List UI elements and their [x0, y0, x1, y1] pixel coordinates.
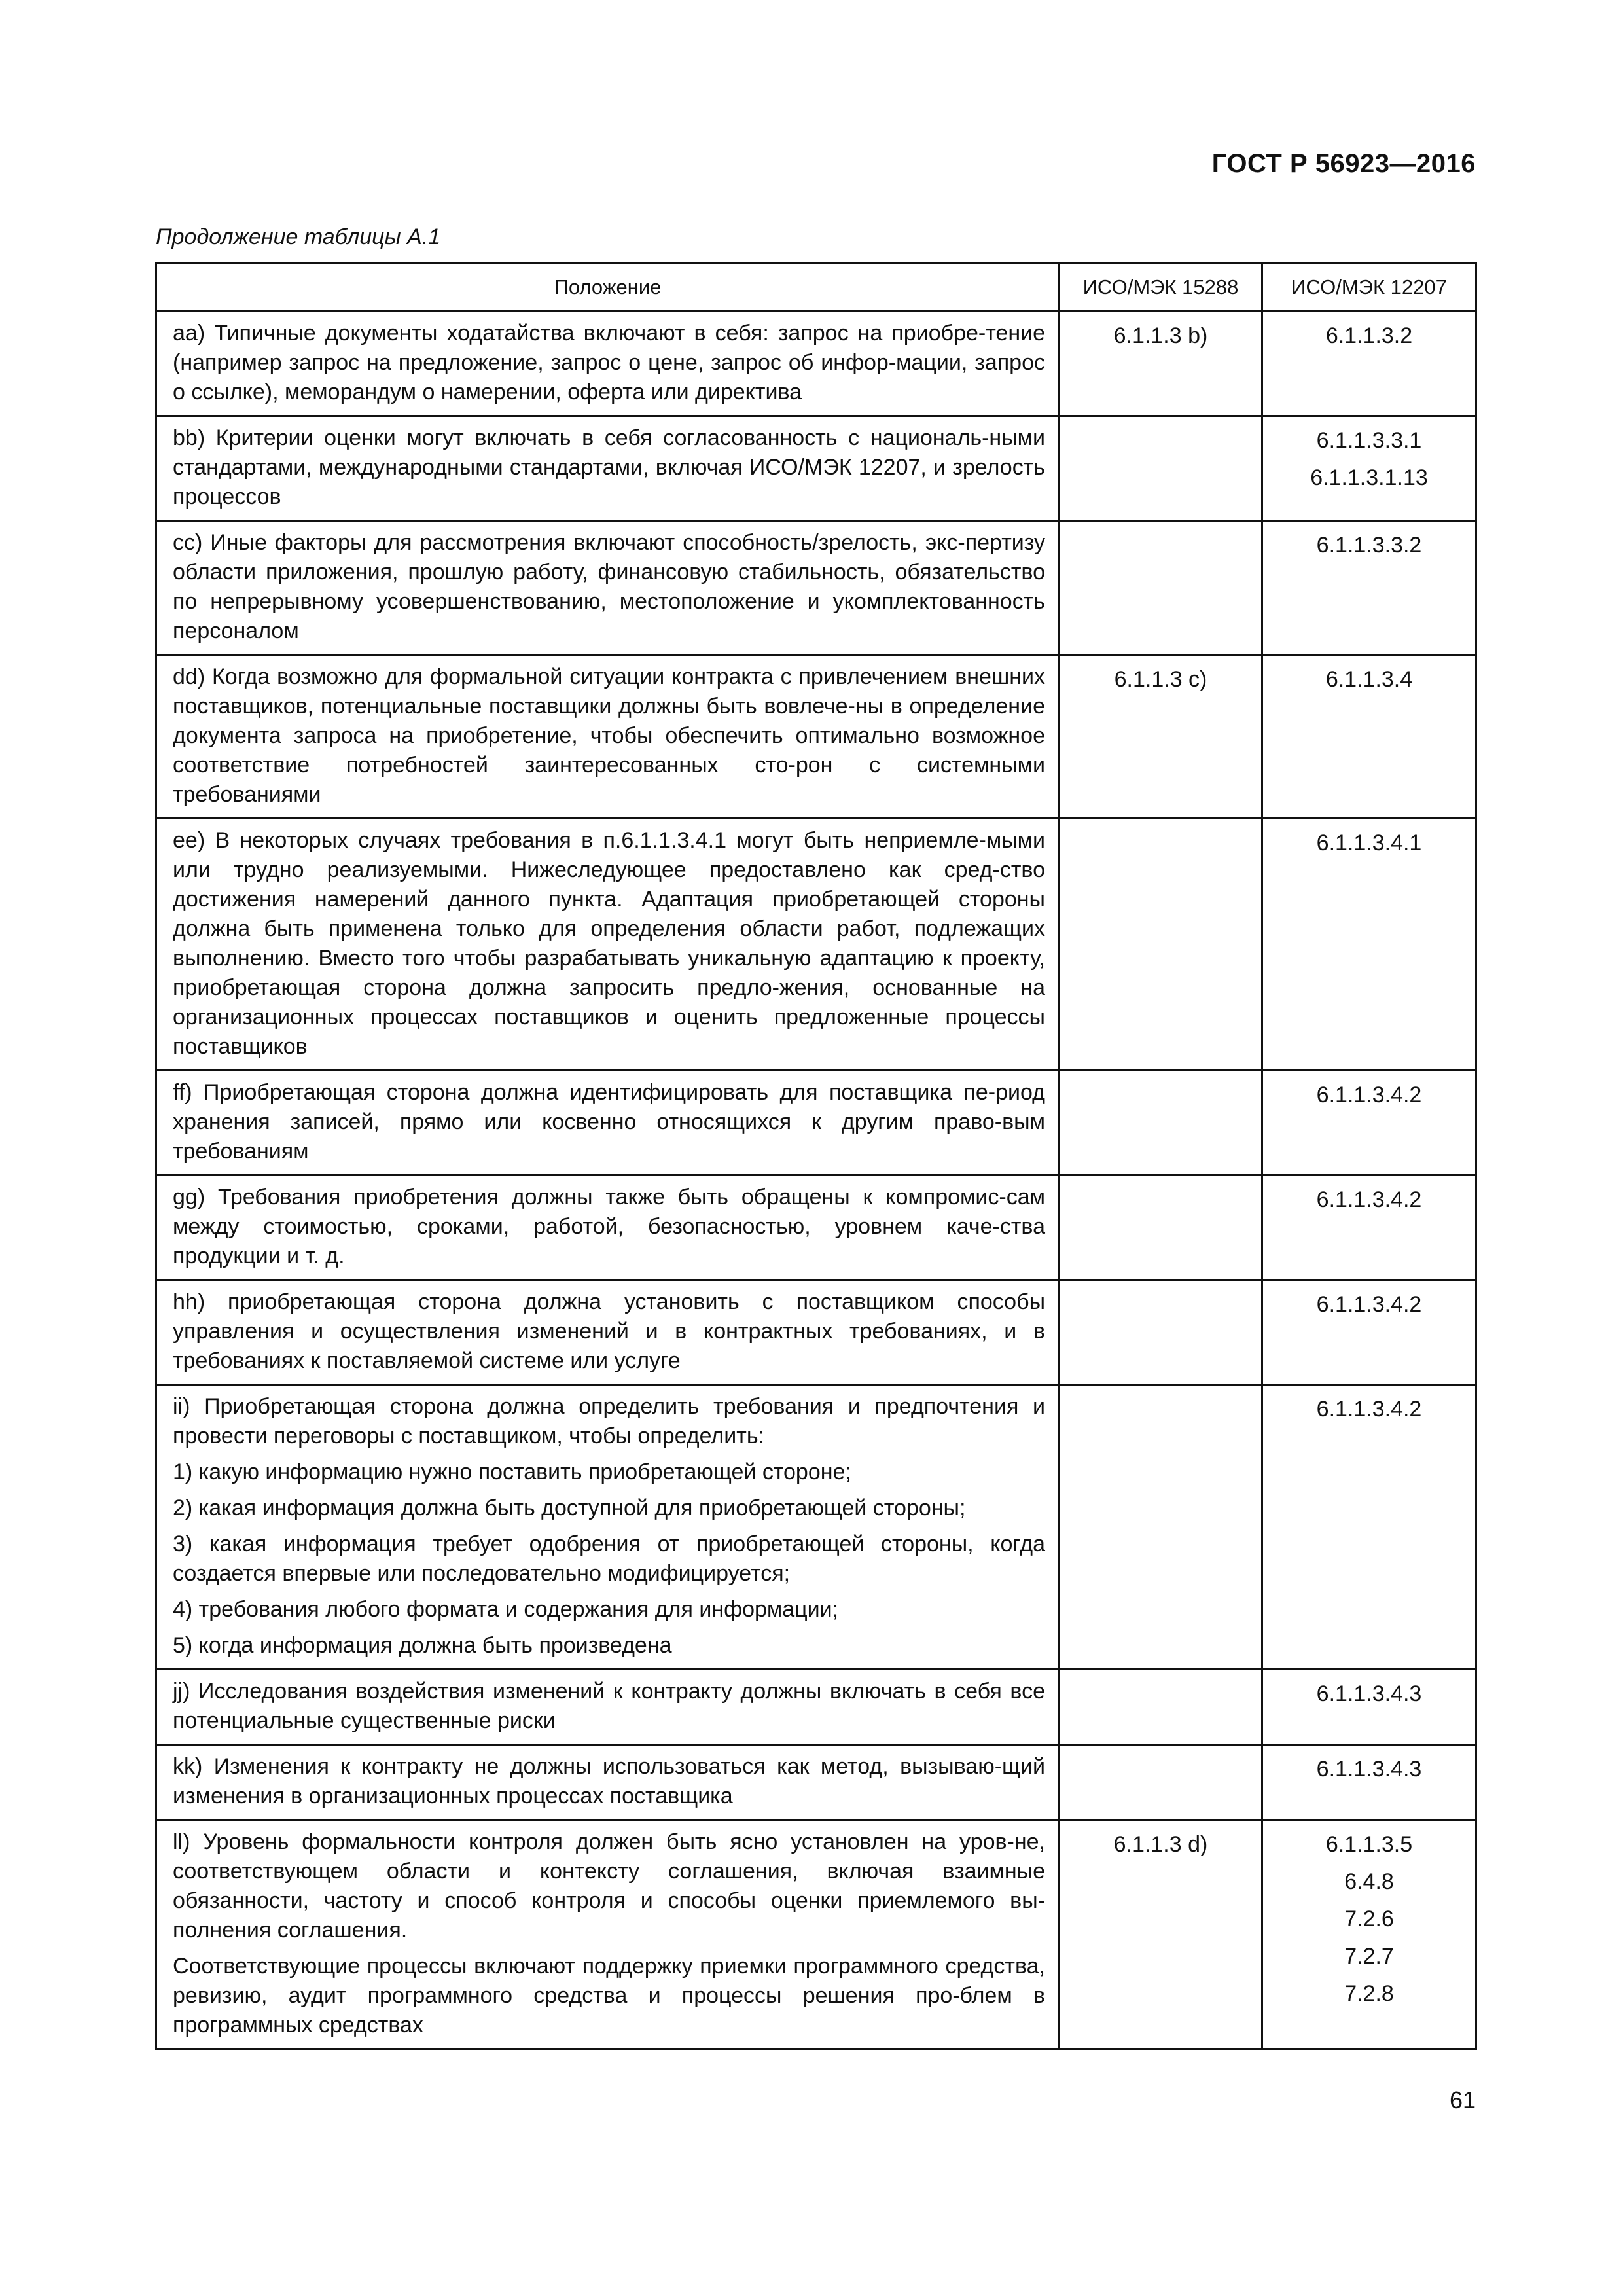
- column-header-position: Положение: [156, 264, 1060, 312]
- table-row: [156, 1385, 1476, 1670]
- table-row: [156, 1670, 1476, 1745]
- iso12207-cell: [1262, 819, 1476, 1071]
- iso12207-cell: [1262, 1745, 1476, 1820]
- table-row: [156, 655, 1476, 819]
- position-paragraph: ff) Приобретающая сторона должна идентифицировать для поставщика пе-риод хранения записей, прямо или косвенно относящихся к другим право-вым требованиям: [173, 1080, 1045, 1164]
- table-row: [156, 1745, 1476, 1820]
- position-paragraph: 5) когда информация должна быть произведена: [173, 1633, 672, 1658]
- position-paragraph: ll) Уровень формальности контроля должен быть ясно установлен на уров-не, соответствующем области и контексту соглашения, включая взаимные обязанности, частоту и способ контроля и способы оценки приемлемого вы-полнения соглашения.: [173, 1829, 1045, 1943]
- position-cell: [156, 1071, 1060, 1175]
- position-paragraph: 2) какая информация должна быть доступной для приобретающей стороны;: [173, 1496, 966, 1520]
- iso12207-reference: 6.1.1.3.4.2: [1316, 1187, 1422, 1212]
- iso15288-cell: [1060, 312, 1262, 416]
- position-cell: [156, 1745, 1060, 1820]
- position-paragraph: gg) Требования приобретения должны также быть обращены к компромис-сам между стоимостью, сроками, работой, безопасностью, уровнем каче-ства продукции и т. д.: [173, 1185, 1045, 1268]
- table-header-row: [156, 264, 1476, 312]
- table-row: [156, 819, 1476, 1071]
- column-header-iso15288: ИСО/МЭК 15288: [1060, 264, 1262, 312]
- iso12207-cell: [1262, 521, 1476, 655]
- position-paragraph: 3) какая информация требует одобрения от приобретающей стороны, когда создается впервые или последовательно модифицируется;: [173, 1532, 1045, 1586]
- page-number: 61: [1449, 2087, 1476, 2113]
- table-row: [156, 521, 1476, 655]
- iso12207-reference: 6.1.1.3.3.1: [1316, 428, 1422, 453]
- iso12207-reference: 7.2.7: [1344, 1944, 1394, 1969]
- iso12207-cell: [1262, 1670, 1476, 1745]
- iso12207-cell: [1262, 416, 1476, 521]
- iso15288-reference: 6.1.1.3 b): [1113, 323, 1208, 348]
- iso15288-cell: [1060, 1175, 1262, 1280]
- iso12207-reference: 7.2.8: [1344, 1981, 1394, 2006]
- position-cell: [156, 1280, 1060, 1385]
- position-cell: [156, 416, 1060, 521]
- position-cell: [156, 1385, 1060, 1670]
- iso12207-reference: 7.2.6: [1344, 1907, 1394, 1931]
- iso15288-cell: [1060, 1280, 1262, 1385]
- table-row: [156, 1071, 1476, 1175]
- position-paragraph: hh) приобретающая сторона должна установить с поставщиком способы управления и осуществления изменений и в контрактных требованиях, и в требованиях к поставляемой системе или услуге: [173, 1289, 1045, 1373]
- position-paragraph: ii) Приобретающая сторона должна определить требования и предпочтения и провести переговоры с поставщиком, чтобы определить:: [173, 1394, 1045, 1448]
- iso12207-reference: 6.1.1.3.4.1: [1316, 831, 1422, 855]
- position-cell: [156, 819, 1060, 1071]
- position-paragraph: jj) Исследования воздействия изменений к контракту должны включать в себя все потенциальные существенные риски: [173, 1679, 1045, 1733]
- iso12207-cell: [1262, 1385, 1476, 1670]
- position-paragraph: аа) Типичные документы ходатайства включают в себя: запрос на приобре-тение (например запрос на предложение, запрос о цене, запрос об инфор-мации, запрос о ссылке), меморандум о намерении, оферта или директива: [173, 321, 1045, 404]
- iso12207-reference: 6.1.1.3.4: [1325, 667, 1413, 692]
- table-caption: Продолжение таблицы А.1: [156, 224, 441, 249]
- iso12207-reference: 6.1.1.3.5: [1325, 1832, 1413, 1857]
- iso12207-reference: 6.1.1.3.4.3: [1316, 1681, 1422, 1706]
- table-row: [156, 1175, 1476, 1280]
- position-paragraph: ee) В некоторых случаях требования в п.6.1.1.3.4.1 могут быть неприемле-мыми или трудно реализуемыми. Нижеследующее предоставлено как сред-ство достижения намерений данного пункта. Адаптация приобретающей стороны должна быть применена только для определения области работ, подлежащих выполнению. Вместо того чтобы разрабатывать уникальную адаптацию к проекту, приобретающая сторона должна запросить предло-жения, основанные на организационных процессах поставщиков и оценить предложенные процессы поставщиков: [173, 828, 1045, 1059]
- position-cell: [156, 521, 1060, 655]
- iso12207-cell: [1262, 1280, 1476, 1385]
- table-row: [156, 312, 1476, 416]
- iso15288-cell: [1060, 1745, 1262, 1820]
- iso12207-reference: 6.1.1.3.4.2: [1316, 1397, 1422, 1422]
- table-row: [156, 416, 1476, 521]
- iso12207-reference: 6.1.1.3.3.2: [1316, 533, 1422, 558]
- document-header: ГОСТ Р 56923—2016: [1211, 149, 1476, 178]
- position-cell: [156, 312, 1060, 416]
- position-cell: [156, 1820, 1060, 2049]
- position-cell: [156, 655, 1060, 819]
- position-paragraph: kk) Изменения к контракту не должны использоваться как метод, вызываю-щий изменения в организационных процессах поставщика: [173, 1754, 1045, 1808]
- position-cell: [156, 1175, 1060, 1280]
- position-paragraph: Соответствующие процессы включают поддержку приемки программного средства, ревизию, аудит программного средства и процессы решения про-блем в программных средствах: [173, 1954, 1045, 2037]
- iso12207-reference: 6.4.8: [1344, 1869, 1394, 1894]
- iso12207-cell: [1262, 1175, 1476, 1280]
- table-row: [156, 1820, 1476, 2049]
- iso12207-cell: [1262, 1820, 1476, 2049]
- table-body: [156, 312, 1476, 2049]
- iso12207-cell: [1262, 312, 1476, 416]
- iso15288-cell: [1060, 655, 1262, 819]
- position-paragraph: dd) Когда возможно для формальной ситуации контракта с привлечением внешних поставщиков, потенциальные поставщики должны быть вовлече-ны в определение документа запроса на приобретение, чтобы обеспечить оптимально возможное соответствие потребностей заинтересованных сто-рон с системными требованиями: [173, 664, 1045, 807]
- requirements-table: [155, 262, 1477, 2050]
- iso12207-cell: [1262, 655, 1476, 819]
- table-row: [156, 1280, 1476, 1385]
- iso15288-cell: [1060, 819, 1262, 1071]
- iso12207-cell: [1262, 1071, 1476, 1175]
- iso15288-cell: [1060, 1820, 1262, 2049]
- iso15288-reference: 6.1.1.3 d): [1113, 1832, 1208, 1857]
- position-paragraph: 1) какую информацию нужно поставить приобретающей стороне;: [173, 1460, 851, 1484]
- iso15288-cell: [1060, 1670, 1262, 1745]
- position-paragraph: 4) требования любого формата и содержания для информации;: [173, 1597, 839, 1622]
- iso15288-cell: [1060, 1071, 1262, 1175]
- position-paragraph: cc) Иные факторы для рассмотрения включают способность/зрелость, экс-пертизу области приложения, прошлую работу, финансовую стабильность, обязательство по непрерывному усовершенствованию, местоположение и укомплектованность персоналом: [173, 530, 1045, 643]
- iso15288-cell: [1060, 1385, 1262, 1670]
- iso12207-reference: 6.1.1.3.4.2: [1316, 1083, 1422, 1107]
- iso15288-reference: 6.1.1.3 c): [1114, 667, 1207, 692]
- iso12207-reference: 6.1.1.3.2: [1325, 323, 1413, 348]
- position-paragraph: bb) Критерии оценки могут включать в себя согласованность с националь-ными стандартами, международными стандартами, включая ИСО/МЭК 12207, и зрелость процессов: [173, 425, 1045, 509]
- iso12207-reference: 6.1.1.3.4.3: [1316, 1757, 1422, 1782]
- iso15288-cell: [1060, 416, 1262, 521]
- position-cell: [156, 1670, 1060, 1745]
- column-header-iso12207: ИСО/МЭК 12207: [1262, 264, 1476, 312]
- iso12207-reference: 6.1.1.3.1.13: [1310, 465, 1428, 490]
- iso12207-reference: 6.1.1.3.4.2: [1316, 1292, 1422, 1317]
- iso15288-cell: [1060, 521, 1262, 655]
